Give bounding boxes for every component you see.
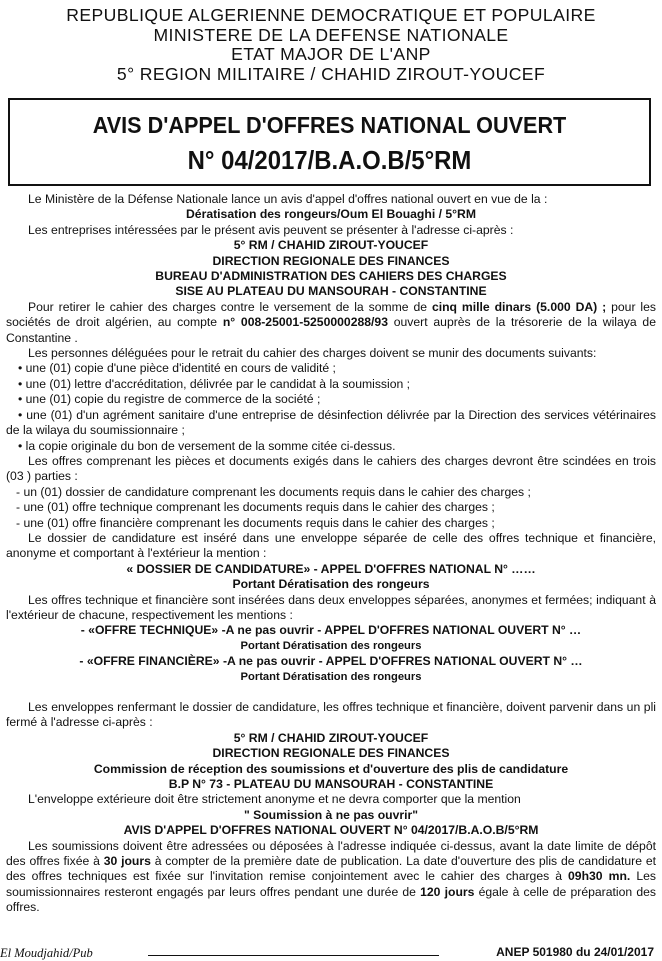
list-item: - une (01) offre technique comprenant les documents requis dans le cahier des charges ; [16, 500, 495, 515]
list-item: • une (01) d'un agrément sanitaire d'une entreprise de désinfection délivrée par la Direction des services vétérinaires de la wilaya du soumissionnaire ; [6, 407, 656, 438]
retrait-account: n° 008-25001-5250000288/93 [222, 315, 388, 330]
footer-publisher: El Moudjahid/Pub [0, 946, 93, 960]
ext-paragraph: L'enveloppe extérieure doit être strictement anonyme et ne devra comporter que la mention [28, 792, 521, 807]
final-duration: 120 jours [420, 884, 475, 899]
header-staff: ETAT MAJOR DE L'ANP [231, 44, 431, 64]
retrait-text: pour les sociétés de droit algérien, au compte [6, 299, 657, 330]
list-item: - une (01) offre financière comprenant les documents requis dans le cahier des charges ; [16, 515, 495, 530]
list-item: • une (01) lettre d'accréditation, délivrée par le candidat à la soumission ; [18, 376, 411, 391]
offres-paragraph: Les offres technique et financière sont insérées dans deux enveloppes séparées, anonymes et fermées; indiquant à l'extérieur de chacune, respectivement les mentions : [6, 592, 656, 622]
list-item: • une (01) copie d'une pièce d'identité en cours de validité ; [18, 361, 336, 376]
title-box [8, 98, 651, 186]
dossier-mention: « DOSSIER DE CANDIDATURE» - APPEL D'OFFRES NATIONAL N° …… [126, 561, 536, 576]
final-text: à compter de la première date de publication. La date d'ouverture des plis de candidature et des offres techniques est fixée sur l'invitation remise conjointement avec le cahier des charges à [6, 854, 656, 884]
envelopes-paragraph: Les enveloppes renfermant le dossier de candidature, les offres technique et financière, doivent parvenir dans un pli fermé à l'adresse ci-après : [6, 700, 656, 730]
final-text: Les soumissions doivent être adressées ou déposées à l'adresse indiquée ci-dessus, avant la date limite de dépôt des offres fixée à [6, 838, 656, 869]
address-line: 5° RM / CHAHID ZIROUT-YOUCEF [233, 238, 429, 253]
retrait-text: Pour retirer le cahier des charges contre le versement de la somme de [28, 299, 432, 314]
address-line: 5° RM / CHAHID ZIROUT-YOUCEF [233, 730, 429, 745]
address-line: DIRECTION REGIONALE DES FINANCES [212, 253, 450, 268]
spacer [6, 685, 656, 700]
intro-paragraph: Le Ministère de la Défense Nationale lance un avis d'appel d'offres national ouvert en vue de la : [28, 192, 548, 206]
title-main: AVIS D'APPEL D'OFFRES NATIONAL OUVERT [92, 112, 567, 138]
address-line: SISE AU PLATEAU DU MANSOURAH - CONSTANTINE [175, 284, 487, 299]
object-line: Dératisation des rongeurs/Oum El Bouaghi / 5°RM [186, 207, 476, 222]
final-paragraph [6, 839, 656, 916]
title-number: N° 04/2017/B.A.O.B/5°RM [187, 145, 472, 175]
header-ministry: MINISTERE DE LA DEFENSE NATIONALE [153, 24, 509, 45]
header-republic: REPUBLIQUE ALGERIENNE DEMOCRATIQUE ET POPULAIRE [66, 5, 596, 25]
header [0, 6, 662, 84]
list-item: • une (01) copie du registre de commerce de la société ; [18, 392, 321, 407]
final-text: Les soumissionnaires resteront engagés par leurs offres pendant une durée de [6, 869, 656, 899]
list-item: - un (01) dossier de candidature comprenant les documents requis dans le cahier des charges ; [16, 484, 531, 499]
final-deadline: 30 jours [103, 854, 151, 869]
retrait-amount: cinq mille dinars (5.000 DA) ; [431, 299, 607, 314]
address-line: DIRECTION REGIONALE DES FINANCES [212, 746, 450, 761]
notice-body [6, 192, 656, 916]
portant-line: Portant Dératisation des rongeurs [240, 639, 422, 652]
final-text: égale à celle de préparation des offres. [6, 884, 656, 915]
docs-intro: Les personnes déléguées pour le retrait du cahier des charges doivent se munir des documents suivants: [28, 346, 597, 361]
ext-mention: " Soumission à ne pas ouvrir" [243, 807, 419, 822]
retrait-text: ouvert auprès de la trésorerie de la wilaya de Constantine . [6, 315, 656, 345]
invite-paragraph: Les entreprises intéressées par le présent avis peuvent se présenter à l'adresse ci-après : [28, 222, 514, 237]
ext-reference: AVIS D'APPEL D'OFFRES NATIONAL OUVERT N° 04/2017/B.A.O.B/5°RM [123, 823, 539, 838]
address-line: BUREAU D'ADMINISTRATION DES CAHIERS DES CHARGES [155, 269, 507, 284]
offres-intro: Les offres comprenant les pièces et documents exigés dans le cahiers des charges devront être scindées en trois (03 ) parties : [6, 453, 656, 484]
footer-divider [148, 955, 439, 956]
portant-line: Portant Dératisation des rongeurs [232, 577, 430, 592]
footer-reference: ANEP 501980 du 24/01/2017 [496, 945, 654, 959]
address-line: Commission de réception des soumissions et d'ouverture des plis de candidature [93, 761, 569, 776]
mention-financiere: - «OFFRE FINANCIÈRE» -A ne pas ouvrir - APPEL D'OFFRES NATIONAL OUVERT N° … [79, 654, 583, 669]
list-item: • la copie originale du bon de versement de la somme citée ci-dessus. [18, 438, 396, 453]
portant-line: Portant Dératisation des rongeurs [240, 670, 422, 683]
mention-technique: - «OFFRE TECHNIQUE» -A ne pas ouvrir - APPEL D'OFFRES NATIONAL OUVERT N° … [80, 623, 582, 638]
footer [0, 944, 662, 961]
dossier-paragraph: Le dossier de candidature est inséré dans une enveloppe séparée de celle des offres technique et financière, anonyme et comportant à l'extérieur la mention : [6, 530, 656, 561]
address-line: B.P N° 73 - PLATEAU DU MANSOURAH - CONSTANTINE [168, 777, 494, 792]
retrait-paragraph [6, 300, 656, 346]
header-region: 5° REGION MILITAIRE / CHAHID ZIROUT-YOUCEF [116, 63, 546, 84]
final-time: 09h30 mn. [568, 869, 631, 884]
